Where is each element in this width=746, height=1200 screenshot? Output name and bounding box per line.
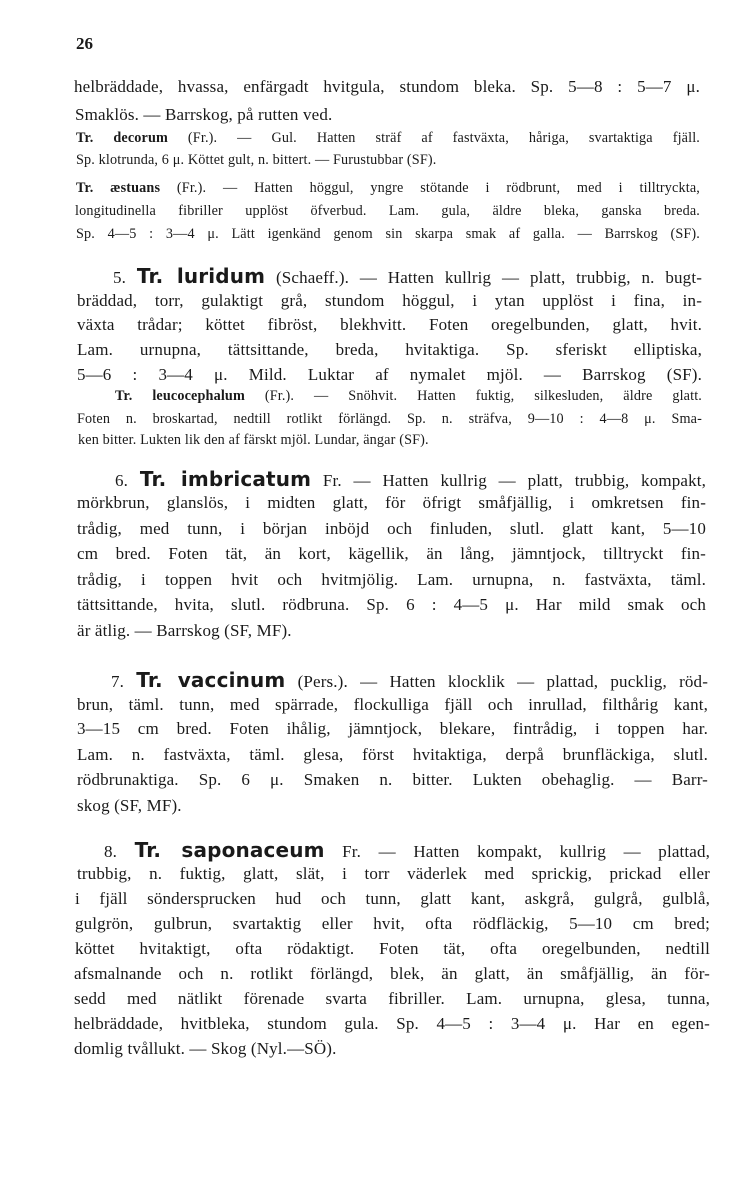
text-line	[77, 292, 702, 309]
text-span: domlig tvållukt. — Skog (Nyl.—SÖ).	[74, 1039, 337, 1058]
text-line	[77, 622, 292, 639]
text-span: trådig, i toppen hvit och hvitmjölig. Lam. urnupna, n. fastväxta, täml.	[77, 570, 706, 589]
text-span: helbräddade, hvitbleka, stundom gula. Sp. 4—5 : 3—4 μ. Har en egen-	[74, 1014, 710, 1033]
text-line	[74, 965, 710, 982]
text-span: sedd med nätlikt förenade svarta fibriller. Lam. urnupna, glesa, tunna,	[74, 989, 710, 1008]
text-span: afsmalnande och n. rotlikt förlängd, blek, än glatt, än småfjällig, än för-	[74, 964, 710, 983]
text-line	[76, 227, 700, 241]
text-line	[74, 1015, 710, 1032]
text-span: 8.	[104, 842, 135, 861]
text-span: (Fr.). — Hatten höggul, yngre stötande i rödbrunt, med i tilltryckta,	[160, 180, 700, 196]
text-line	[76, 153, 436, 167]
text-line	[77, 412, 702, 426]
text-span: ken bitter. Lukten lik den af färskt mjöl. Lundar, ängar (SF).	[78, 432, 429, 448]
text-line	[77, 341, 702, 358]
text-span: Fr. — Hatten kullrig — platt, trubbig, kompakt,	[311, 471, 707, 490]
text-line	[77, 596, 706, 613]
text-span: gulgrön, gulbrun, svartaktig eller hvit, ofta rödfläckig, 5—10 cm bred;	[75, 914, 710, 933]
text-span: tättsittande, hvita, slutl. rödbruna. Sp. 6 : 4—5 μ. Har mild smak och	[77, 595, 706, 614]
text-line	[75, 940, 710, 957]
text-span: trådig, med tunn, i början inböjd och finluden, slutl. glatt kant, 5—10	[77, 519, 706, 538]
text-line	[77, 797, 182, 814]
text-line	[113, 266, 702, 286]
text-span: brun, täml. tunn, med spärrade, flockulliga fjäll och inrullad, filthårig kant,	[77, 695, 708, 714]
text-span: 7.	[111, 672, 137, 691]
text-line	[111, 670, 708, 690]
text-line	[77, 865, 710, 882]
text-span: 5.	[113, 268, 137, 287]
page-number: 26	[76, 34, 93, 53]
text-line	[75, 890, 710, 907]
text-span: Fr. — Hatten kompakt, kullrig — plattad,	[324, 842, 710, 861]
text-span: rödbrunaktiga. Sp. 6 μ. Smaken n. bitter. Lukten obehaglig. — Barr-	[77, 770, 708, 789]
species-name: Tr. æstuans	[76, 180, 161, 196]
species-name: Tr. luridum	[136, 264, 266, 288]
species-name: Tr. leucocephalum	[115, 388, 245, 404]
text-line	[76, 131, 700, 145]
text-span: trubbig, n. fuktig, glatt, slät, i torr väderlek med sprickig, prickad eller	[77, 864, 710, 883]
text-span: (Schaeff.). — Hatten kullrig — platt, trubbig, n. bugt-	[265, 268, 703, 287]
text-line	[74, 990, 710, 1007]
text-line	[77, 316, 702, 333]
text-span: longitudinella fibriller upplöst öfverbud. Lam. gula, äldre bleka, ganska breda.	[75, 203, 700, 219]
text-line	[77, 366, 702, 383]
text-line	[77, 771, 708, 788]
text-span: bräddad, torr, gulaktigt grå, stundom höggul, i ytan upplöst i fina, in-	[77, 291, 702, 310]
text-line	[77, 520, 706, 537]
text-span: Sp. klotrunda, 6 μ. Köttet gult, n. bittert. — Furustubbar (SF).	[76, 152, 437, 168]
text-line	[76, 181, 700, 195]
text-span: i fjäll söndersprucken hud och tunn, glatt kant, askgrå, gulgrå, gulblå,	[75, 889, 710, 908]
text-line	[74, 78, 700, 95]
text-line	[115, 469, 706, 489]
text-line	[77, 545, 706, 562]
text-span: cm bred. Foten tät, än kort, kägellik, än lång, jämntjock, tilltryckt fin-	[77, 544, 706, 563]
text-line	[115, 389, 702, 403]
text-span: (Fr.). — Snöhvit. Hatten fuktig, silkesluden, äldre glatt.	[244, 388, 702, 404]
text-line	[77, 720, 708, 737]
text-span: Lam. urnupna, tättsittande, breda, hvitaktiga. Sp. sferiskt elliptiska,	[77, 340, 702, 359]
text-line	[77, 696, 708, 713]
species-name: Tr. decorum	[76, 130, 168, 146]
text-span: Smaklös. — Barrskog, på rutten ved.	[75, 105, 333, 124]
species-name: Tr. vaccinum	[136, 668, 286, 692]
text-span: 3—15 cm bred. Foten ihålig, jämntjock, blekare, fintrådig, i toppen har.	[77, 719, 708, 738]
text-span: växta trådar; köttet fibröst, blekhvitt. Foten oregelbunden, glatt, hvit.	[77, 315, 702, 334]
species-name: Tr. saponaceum	[134, 838, 325, 862]
text-span: (Pers.). — Hatten klocklik — plattad, pucklig, röd-	[285, 672, 708, 691]
text-line	[74, 1040, 336, 1057]
text-line	[78, 433, 429, 447]
text-span: skog (SF, MF).	[77, 796, 182, 815]
text-span: helbräddade, hvassa, enfärgadt hvitgula, stundom bleka. Sp. 5—8 : 5—7 μ.	[74, 77, 700, 96]
text-span: 5—6 : 3—4 μ. Mild. Luktar af nymalet mjöl. — Barrskog (SF).	[77, 365, 702, 384]
species-name: Tr. imbricatum	[139, 467, 312, 491]
text-span: Sp. 4—5 : 3—4 μ. Lätt igenkänd genom sin skarpa smak af galla. — Barrskog (SF).	[76, 226, 700, 242]
text-line	[77, 494, 706, 511]
text-span: är ätlig. — Barrskog (SF, MF).	[77, 621, 292, 640]
text-span: (Fr.). — Gul. Hatten sträf af fastväxta, håriga, svartaktiga fjäll.	[167, 130, 700, 146]
text-span: Lam. n. fastväxta, täml. glesa, först hvitaktiga, derpå brunfläckiga, slutl.	[77, 745, 708, 764]
text-line	[104, 840, 710, 860]
text-span: 6.	[115, 471, 140, 490]
text-line	[75, 915, 710, 932]
text-line	[75, 204, 700, 218]
text-span: köttet hvitaktigt, ofta rödaktigt. Foten tät, ofta oregelbunden, nedtill	[75, 939, 710, 958]
text-line	[77, 571, 706, 588]
text-line	[77, 746, 708, 763]
text-span: mörkbrun, glanslös, i midten glatt, för öfrigt småfjällig, i omkretsen fin-	[77, 493, 706, 512]
text-span: Foten n. broskartad, nedtill rotlikt förlängd. Sp. n. sträfva, 9—10 : 4—8 μ. Sma-	[77, 411, 702, 427]
text-line	[75, 106, 332, 123]
